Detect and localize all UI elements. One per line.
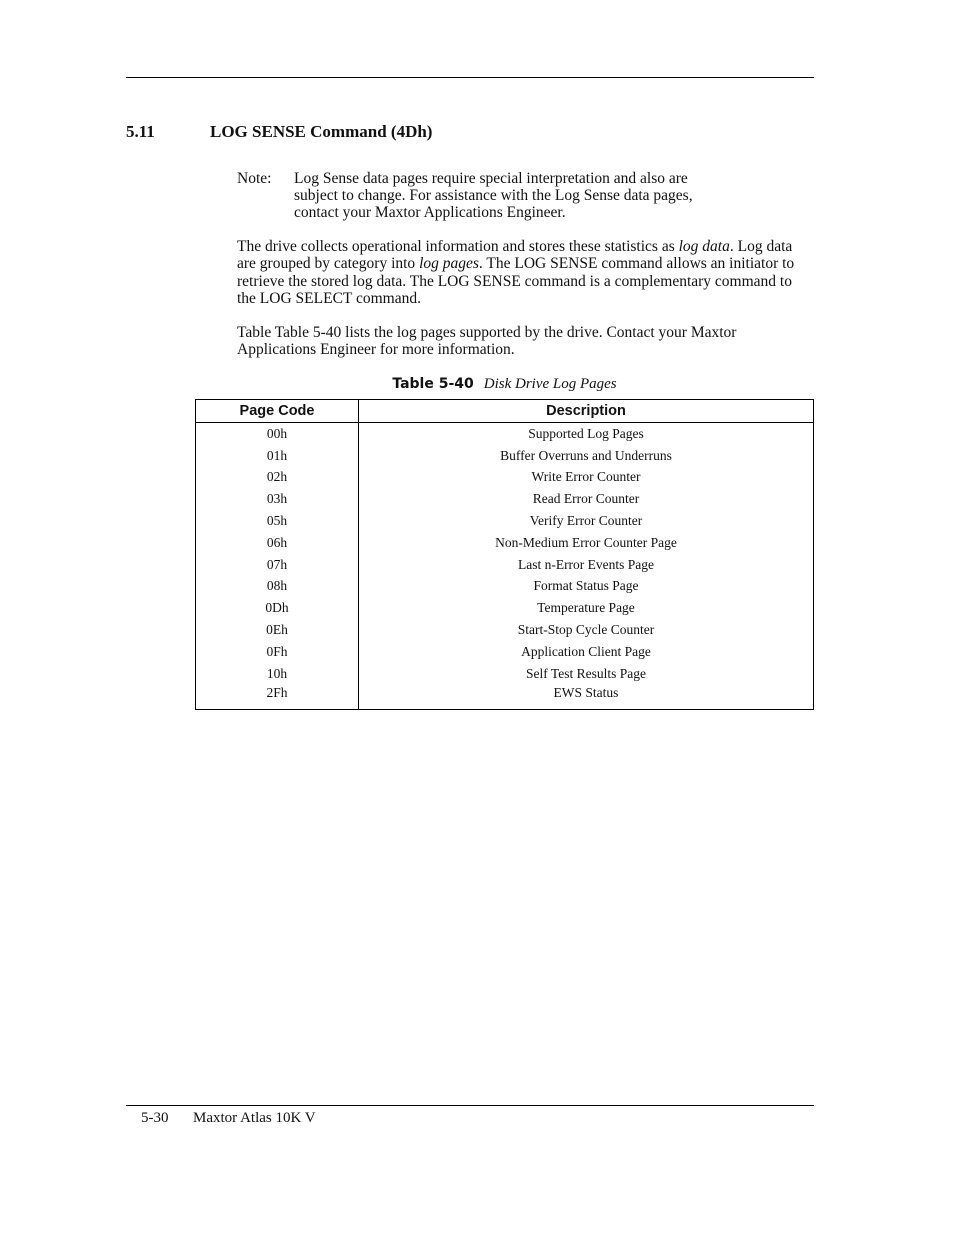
page-code-cell: 0Eh [196,619,359,641]
intro-text-3: . The LOG SENSE command allows an initiator to retrieve the stored log data. The LOG SENSE command is a complementary command to the LOG SELECT command. [237,255,795,307]
header-rule [126,77,814,78]
description-cell: Buffer Overruns and Underruns [359,445,814,467]
intro-italic-log-pages: log pages [419,255,479,273]
page-code-cell: 00h [196,423,359,445]
table-row [196,597,814,619]
description-cell: Non-Medium Error Counter Page [359,532,814,554]
table-row [196,663,814,685]
description-cell: Application Client Page [359,641,814,663]
page-code-cell: 06h [196,532,359,554]
footer-page-number: 5-30 [141,1110,169,1126]
page-code-cell: 02h [196,467,359,489]
table-row [196,619,814,641]
page-code-cell: 08h [196,576,359,598]
table-row [196,532,814,554]
log-pages-table [195,399,814,710]
table-row [196,488,814,510]
page-code-cell: 07h [196,554,359,576]
table-caption [195,376,814,393]
note-text: Log Sense data pages require special interpretation and also are subject to change. For assistance with the Log Sense data pages, contact your Maxtor Applications Engineer. [294,170,693,221]
description-cell: Temperature Page [359,597,814,619]
page-code-cell: 0Dh [196,597,359,619]
description-cell: Verify Error Counter [359,510,814,532]
description-cell: Self Test Results Page [359,663,814,685]
table-header-row [196,400,814,423]
table-row [196,554,814,576]
table-row [196,445,814,467]
section-title: LOG SENSE Command (4Dh) [210,122,433,141]
description-cell: Write Error Counter [359,467,814,489]
footer-rule [126,1105,814,1106]
description-cell: Format Status Page [359,576,814,598]
page-code-cell: 03h [196,488,359,510]
description-cell: Read Error Counter [359,488,814,510]
footer-doc-title: Maxtor Atlas 10K V [193,1110,316,1126]
table-row [196,467,814,489]
header-page-code: Page Code [196,400,359,423]
page-code-cell: 2Fh [196,685,359,710]
table-caption-text: Disk Drive Log Pages [483,376,617,392]
table-reference-paragraph: Table Table 5-40 lists the log pages supported by the drive. Contact your Maxtor Applications Engineer for more information. [237,324,737,359]
table-row [196,685,814,710]
section-number: 5.11 [126,122,155,141]
description-cell: Supported Log Pages [359,423,814,445]
table-caption-label: Table 5-40 [392,376,474,392]
table-row [196,510,814,532]
description-cell: EWS Status [359,685,814,710]
table-row [196,423,814,445]
intro-italic-log-data: log data [678,238,730,255]
page-code-cell: 05h [196,510,359,532]
page-code-cell: 01h [196,445,359,467]
description-cell: Last n-Error Events Page [359,554,814,576]
intro-text-2: . Log data are grouped by category into [237,238,793,273]
page-code-cell: 0Fh [196,641,359,663]
description-cell: Start-Stop Cycle Counter [359,619,814,641]
header-description: Description [359,400,814,423]
table-row [196,576,814,598]
intro-paragraph [237,238,802,307]
note-label: Note: [237,170,272,187]
table-row [196,641,814,663]
page-code-cell: 10h [196,663,359,685]
intro-text-1: The drive collects operational information and stores these statistics as [237,238,679,255]
